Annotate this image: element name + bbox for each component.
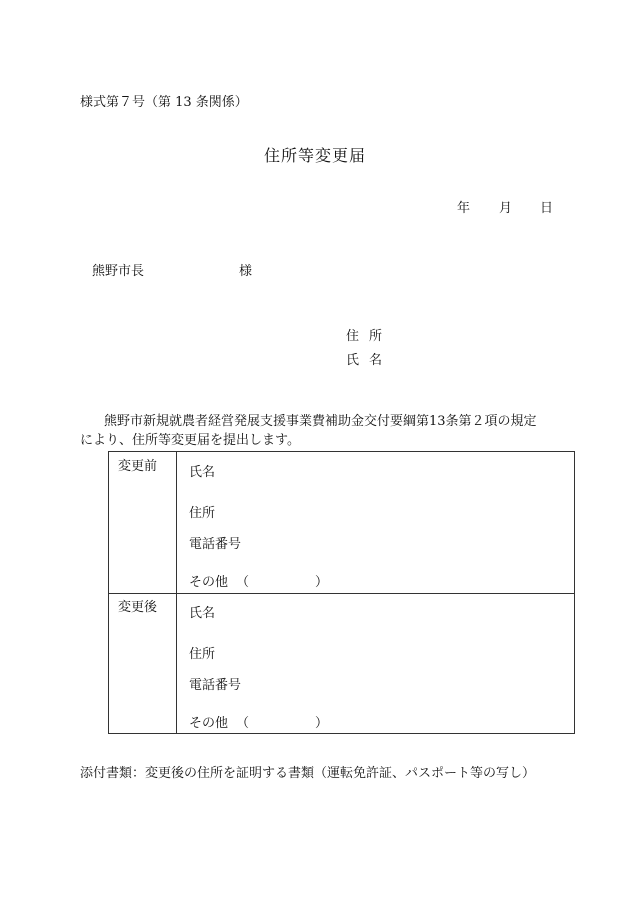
before-name-label: 氏名	[189, 465, 216, 480]
after-address-field[interactable]	[189, 648, 215, 661]
body-text-line-1: 熊野市新規就農者経営発展支援事業費補助金交付要綱第13条第２項の規定	[104, 414, 537, 429]
after-phone-field[interactable]	[189, 679, 241, 692]
before-name-field[interactable]	[189, 466, 215, 479]
row-header-before-label: 変更前	[118, 459, 158, 474]
row-header-after-label: 変更後	[118, 600, 158, 615]
before-other-paren-open: （	[236, 575, 250, 590]
after-phone-label: 電話番号	[189, 678, 242, 693]
applicant-name-label: 氏名	[346, 353, 393, 368]
row-header-before	[109, 452, 177, 593]
page-title: 住所等変更届	[263, 146, 366, 165]
attachment-note: 添付書類：変更後の住所を証明する書類（運転免許証、パスポート等の写し）	[80, 766, 536, 781]
applicant-address-label: 住所	[346, 329, 393, 344]
before-phone-label: 電話番号	[189, 537, 242, 552]
row-header-after	[109, 593, 177, 733]
addressee-name: 熊野市長	[92, 264, 145, 279]
date-year-label: 年	[457, 201, 471, 216]
after-other-paren-close: ）	[315, 716, 329, 731]
before-other-field[interactable]	[189, 576, 328, 589]
after-other-paren-open: （	[236, 716, 250, 731]
after-name-label: 氏名	[189, 606, 216, 621]
before-phone-field[interactable]	[189, 538, 241, 551]
before-address-label: 住所	[189, 506, 216, 521]
after-other-field[interactable]	[189, 717, 328, 730]
after-name-field[interactable]	[189, 607, 215, 620]
date-month-label: 月	[499, 201, 513, 216]
date-day-label: 日	[540, 201, 554, 216]
before-other-label: その他	[189, 575, 229, 590]
change-table	[108, 451, 575, 734]
table-row-after	[109, 593, 574, 733]
body-text-line-2: により、住所等変更届を提出します。	[80, 433, 300, 448]
after-address-label: 住所	[189, 647, 216, 662]
before-address-field[interactable]	[189, 507, 215, 520]
before-other-paren-close: ）	[315, 575, 329, 590]
after-other-label: その他	[189, 716, 229, 731]
form-number: 様式第７号（第 13 条関係）	[80, 95, 248, 110]
addressee-honorific: 様	[239, 264, 253, 279]
table-row-before	[109, 452, 574, 594]
